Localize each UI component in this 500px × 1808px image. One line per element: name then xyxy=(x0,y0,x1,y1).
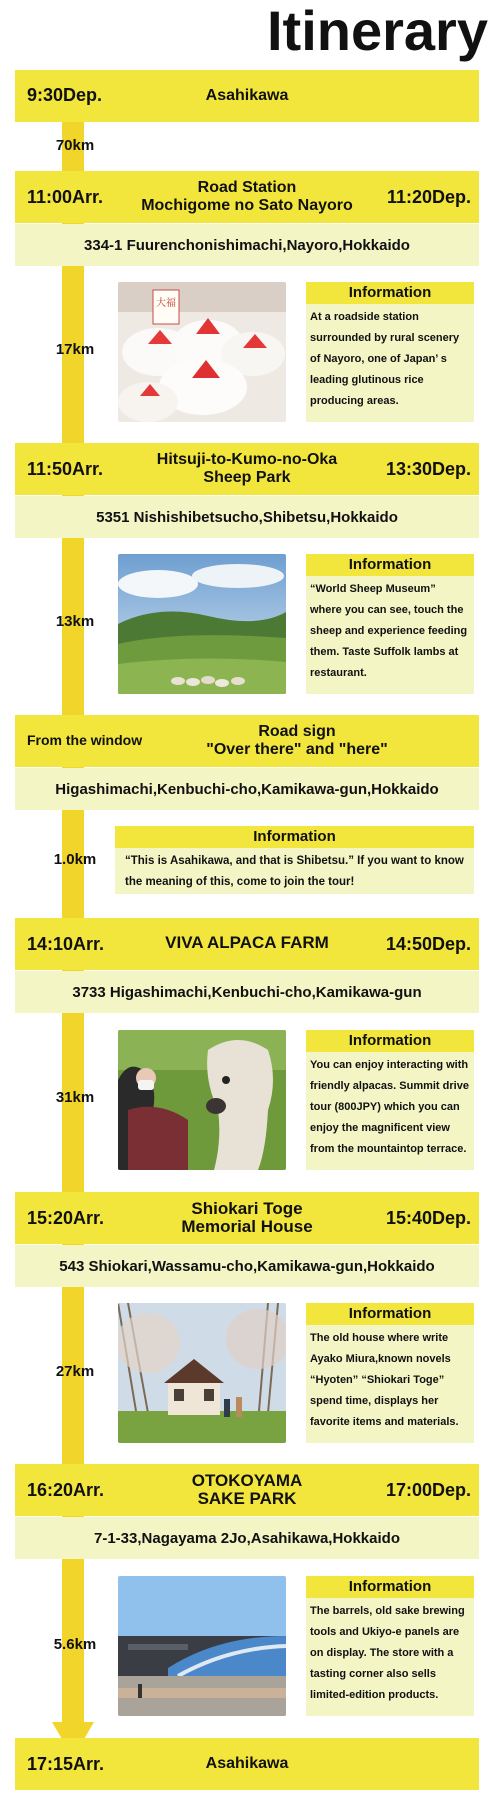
stop-time-left: 14:10Arr. xyxy=(27,934,105,954)
stop-name: Hitsuji-to-Kumo-no-Oka Sheep Park xyxy=(156,451,338,486)
stop-time-left: 17:15Arr. xyxy=(27,1754,105,1774)
info-text: At a roadside station surrounded by rural scenery of Nayoro, one of Japan’ s leading glutinous rice producing areas. xyxy=(310,311,460,407)
info-box xyxy=(306,282,474,422)
stop-bar xyxy=(15,1738,479,1790)
distance-label: 5.6km xyxy=(53,1636,97,1653)
photo-memorial-house xyxy=(118,1303,286,1443)
info-heading: Information xyxy=(306,1030,474,1052)
stop-time-right: 11:20Dep. xyxy=(386,187,471,207)
stop-address: Higashimachi,Kenbuchi-cho,Kamikawa-gun,Hokkaido xyxy=(15,768,479,810)
info-heading: Information xyxy=(306,282,474,304)
distance-label: 1.0km xyxy=(53,851,97,868)
info-heading: Information xyxy=(115,826,474,848)
stop-address: 3733 Higashimachi,Kenbuchi-cho,Kamikawa-gun xyxy=(15,971,479,1013)
stop-address: 334-1 Fuurenchonishimachi,Nayoro,Hokkaido xyxy=(15,224,479,266)
info-box xyxy=(306,554,474,694)
stop-bar xyxy=(15,443,479,495)
distance-label: 27km xyxy=(55,1363,95,1380)
stop-address: 5351 Nishishibetsucho,Shibetsu,Hokkaido xyxy=(15,496,479,538)
photo-alpaca xyxy=(118,1030,286,1170)
info-heading: Information xyxy=(306,1303,474,1325)
stop-time-left: 16:20Arr. xyxy=(27,1480,105,1500)
stop-bar xyxy=(15,715,479,767)
stop-bar xyxy=(15,1464,479,1516)
distance-label: 31km xyxy=(55,1089,95,1106)
info-box xyxy=(306,1303,474,1443)
info-box-wide xyxy=(115,826,474,894)
stop-time-left: 11:00Arr. xyxy=(27,187,104,207)
stop-bar xyxy=(15,918,479,970)
stop-bar xyxy=(15,70,479,122)
stop-time-right: 13:30Dep. xyxy=(385,459,471,479)
page-title: Itinerary xyxy=(267,0,488,62)
stop-time-left: From the window xyxy=(27,732,143,748)
distance-label: 17km xyxy=(55,341,95,358)
stop-time-right: 15:40Dep. xyxy=(385,1208,471,1228)
distance-label: 70km xyxy=(55,137,95,154)
stop-time-right: 14:50Dep. xyxy=(385,934,471,954)
stop-bar xyxy=(15,171,479,223)
photo-daifuku xyxy=(118,282,286,422)
stop-name: Road sign "Over there" and "here" xyxy=(206,723,388,758)
stop-time-left: 9:30Dep. xyxy=(27,85,103,105)
info-box xyxy=(306,1576,474,1716)
info-text: “World Sheep Museum” where you can see, touch the sheep and experience feeding them. Taste Suffolk lambs at restaurant. xyxy=(310,583,468,679)
stop-time-right: 17:00Dep. xyxy=(385,1480,471,1500)
stop-name: Shiokari Toge Memorial House xyxy=(181,1199,313,1236)
stop-address: 7-1-33,Nagayama 2Jo,Asahikawa,Hokkaido xyxy=(15,1517,479,1559)
info-heading: Information xyxy=(306,554,474,576)
stop-time-left: 15:20Arr. xyxy=(27,1208,105,1228)
stop-name: Asahikawa xyxy=(205,1755,289,1772)
stop-name: Asahikawa xyxy=(205,87,289,104)
info-text: “This is Asahikawa, and that is Shibetsu.” If you want to know the meaning of this, come to join the tour! xyxy=(125,855,464,888)
info-text: The barrels, old sake brewing tools and Ukiyo-e panels are on display. The store with a tasting corner also sells limited-edition products. xyxy=(310,1605,465,1701)
photo-sake-park xyxy=(118,1576,286,1716)
info-text: You can enjoy interacting with friendly alpacas. Summit drive tour (800JPY) which you can enjoy the magnificent view from the mountaintop terrace. xyxy=(310,1059,469,1155)
photo-sign-text: 大福 xyxy=(156,298,176,309)
stop-bar xyxy=(15,1192,479,1244)
stop-address: 543 Shiokari,Wassamu-cho,Kamikawa-gun,Hokkaido xyxy=(15,1245,479,1287)
stop-name: OTOKOYAMA SAKE PARK xyxy=(191,1471,303,1508)
distance-label: 13km xyxy=(55,613,95,630)
info-heading: Information xyxy=(306,1576,474,1598)
stop-time-left: 11:50Arr. xyxy=(27,459,104,479)
info-box xyxy=(306,1030,474,1170)
stop-name: VIVA ALPACA FARM xyxy=(165,933,329,952)
stop-name: Road Station Mochigome no Sato Nayoro xyxy=(141,179,353,214)
photo-sheep-park xyxy=(118,554,286,694)
info-text: The old house where write Ayako Miura,known novels “Hyoten” “Shiokari Toge” spend time, displays her favorite items and materials. xyxy=(310,1332,459,1428)
